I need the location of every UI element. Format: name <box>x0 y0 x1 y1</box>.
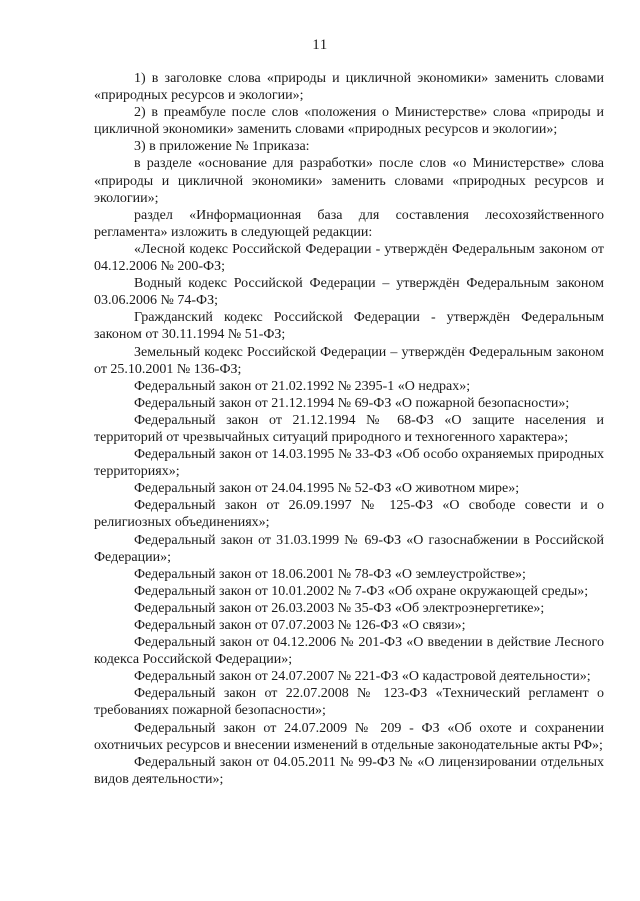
paragraph: «Лесной кодекс Российской Федерации - утверждён Федеральным законом от 04.12.2006 № 200-ФЗ; <box>94 241 604 275</box>
paragraph: Федеральный закон от 04.12.2006 № 201-ФЗ «О введении в действие Лесного кодекса Российской Федерации»; <box>94 635 604 668</box>
paragraph: 1) в заголовке слова «природы и цикличной экономики» заменить словами «природных ресурсов и экологии»; <box>94 71 604 104</box>
paragraph: Федеральный закон от 21.12.1994 № 68-ФЗ «О защите населения и территорий от чрезвычайных ситуаций природного и техногенного характера»; <box>94 412 604 445</box>
document-body <box>94 70 604 788</box>
paragraph: Федеральный закон от 31.03.1999 № 69-ФЗ «О газоснабжении в Российской Федерации»; <box>94 532 604 565</box>
paragraph: раздел «Информационная база для составления лесохозяйственного регламента» изложить в следующей редакции: <box>94 207 604 240</box>
paragraph: Водный кодекс Российской Федерации – утверждён Федеральным законом 03.06.2006 № 74-ФЗ; <box>94 276 604 309</box>
paragraph: Земельный кодекс Российской Федерации – утверждён Федеральным законом от 25.10.2001 № 136-ФЗ; <box>94 344 604 377</box>
paragraph: 3) в приложение № 1приказа: <box>134 139 310 155</box>
paragraph: Федеральный закон от 26.09.1997 № 125-ФЗ «О свободе совести и о религиозных объединениях»; <box>94 498 604 531</box>
paragraph: Федеральный закон от 21.12.1994 № 69-ФЗ «О пожарной безопасности»; <box>134 395 570 411</box>
paragraph: Федеральный закон от 04.05.2011 № 99-ФЗ № «О лицензировании отдельных видов деятельности»; <box>94 754 604 787</box>
paragraph: Гражданский кодекс Российской Федерации - утверждён Федеральным законом от 30.11.1994 № 51-ФЗ; <box>94 310 604 343</box>
paragraph: Федеральный закон от 18.06.2001 № 78-ФЗ «О землеустройстве»; <box>134 566 526 582</box>
paragraph: Федеральный закон от 07.07.2003 № 126-ФЗ «О связи»; <box>134 618 466 633</box>
page-number: 11 <box>312 37 328 53</box>
paragraph: Федеральный закон от 26.03.2003 № 35-ФЗ «Об электроэнергетике»; <box>134 600 545 616</box>
paragraph: Федеральный закон от 14.03.1995 № 33-ФЗ «Об особо охраняемых природных территориях»; <box>94 447 604 480</box>
paragraph: 2) в преамбуле после слов «положения о Министерстве» слова «природы и цикличной экономики» заменить словами «природных ресурсов и экологии»; <box>94 105 604 138</box>
paragraph: в разделе «основание для разработки» после слов «о Министерстве» слова «природы и цикличной экономики» заменить словами «природных ресурсов и экологии»; <box>94 156 604 206</box>
paragraph: Федеральный закон от 24.04.1995 № 52-ФЗ «О животном мире»; <box>134 481 520 497</box>
paragraph: Федеральный закон от 22.07.2008 № 123-ФЗ «Технический регламент о требованиях пожарной безопасности»; <box>94 686 604 719</box>
paragraph: Федеральный закон от 24.07.2007 № 221-ФЗ «О кадастровой деятельности»; <box>134 669 591 685</box>
paragraph: Федеральный закон от 10.01.2002 № 7-ФЗ «Об охране окружающей среды»; <box>134 583 589 599</box>
paragraph: Федеральный закон от 24.07.2009 № 209 - ФЗ «Об охоте и сохранении охотничьих ресурсов и внесении изменений в отдельные законодательные акты РФ»; <box>94 720 604 753</box>
paragraph: Федеральный закон от 21.02.1992 № 2395-1 «О недрах»; <box>134 378 471 394</box>
